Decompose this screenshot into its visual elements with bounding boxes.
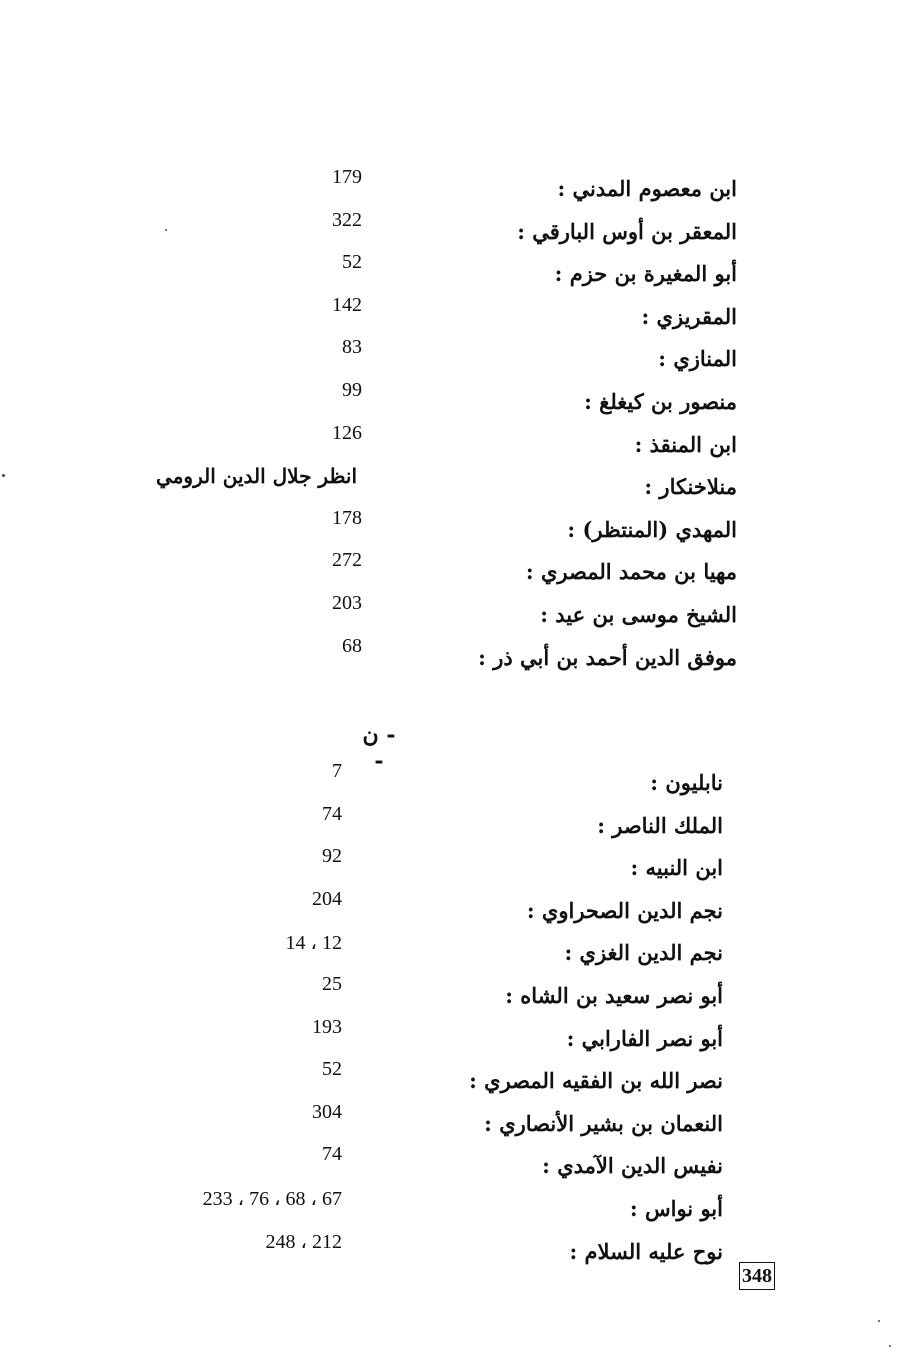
index-entry (0, 803, 897, 846)
entry-name: نجم الدين الصحراوي : (526, 897, 723, 923)
index-entry (0, 592, 897, 635)
entry-name: أبو نصر الفارابي : (566, 1025, 723, 1051)
entry-page-ref: 142 (332, 293, 362, 316)
scan-speck (878, 1320, 880, 1322)
entry-name: نابليون : (650, 770, 723, 795)
entry-name: المهدي (المنتظر) : (567, 516, 737, 542)
entry-page-ref: 67 ، 68 ، 76 ، 233 (202, 1187, 342, 1210)
entry-page-ref: 52 (342, 251, 362, 274)
index-entry (0, 336, 897, 379)
index-entry (0, 760, 897, 803)
index-entry (0, 507, 897, 550)
entry-name: أبو نواس : (629, 1195, 723, 1221)
entry-name: ابن معصوم المدني : (557, 176, 737, 201)
entry-name: الشيخ موسى بن عيد : (540, 601, 737, 627)
entry-name: النعمان بن بشير الأنصاري : (484, 1110, 723, 1136)
index-entry (0, 1058, 897, 1101)
entry-page-ref: 74 (322, 802, 342, 825)
entry-page-ref: 126 (332, 421, 362, 444)
entry-name: مهيا بن محمد المصري : (525, 559, 737, 585)
index-entry (0, 1101, 897, 1144)
entry-name: منلاخنكار : (644, 474, 737, 500)
index-entry (0, 635, 897, 678)
entry-name: المقريزي : (641, 303, 737, 329)
entry-name: نجم الدين الغزي : (564, 940, 723, 966)
entry-page-ref: 322 (332, 208, 362, 231)
entry-name: ابن المنقذ : (634, 431, 737, 457)
entry-page-ref: 92 (322, 845, 342, 868)
entry-page-ref: 193 (312, 1015, 342, 1038)
section-heading-letter: - ن - (362, 722, 396, 774)
index-entry (0, 422, 897, 465)
index-entry (0, 1186, 897, 1229)
entry-page-ref: 25 (322, 972, 342, 995)
entry-page-ref: 179 (332, 166, 362, 188)
scan-speck (165, 229, 167, 231)
entry-page-ref: 272 (332, 549, 362, 572)
entry-name: الملك الناصر : (597, 812, 723, 838)
page-number-box: 348 (739, 1262, 775, 1290)
entry-name: نصر الله بن الفقيه المصري : (469, 1068, 723, 1094)
scan-speck (2, 474, 5, 477)
entry-page-ref: 7 (332, 760, 342, 782)
index-entry (0, 888, 897, 931)
entry-name: موفق الدين أحمد بن أبي ذر : (478, 644, 737, 670)
entry-page-ref: 99 (342, 378, 362, 401)
entry-name: المنازي : (658, 346, 737, 372)
entry-page-ref: 304 (312, 1100, 342, 1123)
index-section-noon (0, 760, 897, 1271)
entry-name: المعقر بن أوس البارقي : (517, 218, 737, 244)
entry-page-ref: 68 (342, 634, 362, 657)
entry-name: نفيس الدين الآمدي : (542, 1153, 723, 1179)
scan-speck (889, 1345, 891, 1347)
entry-name: أبو نصر سعيد بن الشاه : (505, 982, 723, 1008)
entry-page-ref: 178 (332, 506, 362, 529)
entry-page-ref: 203 (332, 591, 362, 614)
entry-name: منصور بن كيغلغ : (584, 388, 737, 414)
index-entry (0, 209, 897, 252)
entry-page-ref: 12 ، 14 (285, 932, 342, 955)
index-section-meem (0, 166, 897, 677)
entry-name: ابن النبيه : (630, 855, 723, 881)
index-entry (0, 1143, 897, 1186)
index-entry (0, 251, 897, 294)
index-entry (0, 845, 897, 888)
entry-page-ref: 83 (342, 336, 362, 359)
index-entry (0, 930, 897, 973)
entry-page-ref: 204 (312, 887, 342, 910)
entry-page-ref: 212 ، 248 (265, 1230, 342, 1253)
index-entry (0, 973, 897, 1016)
index-entry (0, 294, 897, 337)
entry-page-ref: 52 (322, 1058, 342, 1081)
entry-cross-reference: انظر جلال الدين الرومي (156, 464, 357, 489)
index-entry (0, 1016, 897, 1059)
index-entry (0, 549, 897, 592)
entry-page-ref: 74 (322, 1143, 342, 1166)
index-entry (0, 379, 897, 422)
index-entry (0, 166, 897, 209)
entry-name: أبو المغيرة بن حزم : (554, 261, 737, 287)
index-entry (0, 464, 897, 507)
entry-name: نوح عليه السلام : (569, 1238, 723, 1264)
